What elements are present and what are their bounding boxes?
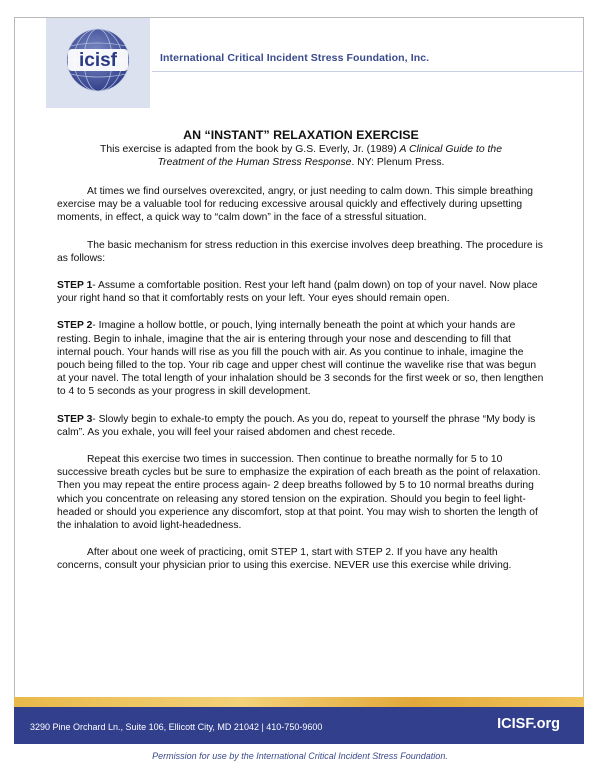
step-3-paragraph — [57, 413, 545, 439]
mechanism-paragraph: The basic mechanism for stress reduction in this exercise involves deep breathing. The procedure is as follows: — [57, 239, 543, 264]
source-citation — [57, 143, 545, 169]
footer-gold-band — [14, 697, 584, 707]
publisher-text: . NY: Plenum Press. — [351, 157, 445, 168]
book-title-part2: Treatment of the Human Stress Response — [157, 157, 352, 168]
document-body — [57, 128, 545, 573]
step-1-text: - Assume a comfortable position. Rest your left hand (palm down) on top of your navel. Now place your right hand so that it comfortably rests on your left. Your eyes should remain open. — [57, 280, 538, 305]
globe-logo-icon — [46, 18, 150, 108]
intro-paragraph: At times we find ourselves overexcited, angry, or just needing to calm down. This simple breathing exercise may be a valuable tool for reducing excessive arousal quickly and effectively during upsetting moments, in effect, a quick way to “calm down” in the face of a stressful situation. — [57, 186, 534, 224]
step-1-paragraph — [57, 279, 545, 305]
step-2-text: - Imagine a hollow bottle, or pouch, lying internally beneath the point at which your hands are resting. Begin to inhale, imagine that the air is entering through your nose and descending to fill that internal pouch. Your hands will rise as you fill the pouch with air. As you continue to inhale, imagine the pouch being filled to the top. Your rib cage and upper chest will continue the wavelike rise that was begun at your navel. The total length of your inhalation should be 3 seconds for the first week or so, then lengthen to 4 to 5 seconds as your progress in skill development. — [57, 320, 544, 398]
header-rule — [152, 71, 584, 72]
footer-address: 3290 Pine Orchard Ln., Suite 106, Ellicott City, MD 21042 | 410-750-9600 — [30, 722, 323, 732]
step-3-text: - Slowly begin to exhale-to empty the pouch. As you do, repeat to yourself the phrase “My body is calm”. As you exhale, you will feel your raised abdomen and chest recede. — [57, 413, 536, 438]
logo-text: icisf — [78, 50, 118, 71]
document-title: AN “INSTANT” RELAXATION EXERCISE — [183, 128, 419, 142]
step-1-label: STEP 1 — [57, 280, 93, 292]
closing-paragraph: After about one week of practicing, omit STEP 1, start with STEP 2. If you have any health concerns, consult your physician prior to using this exercise. NEVER use this exercise while driving. — [57, 547, 512, 572]
book-title-part1: A Clinical Guide to the — [399, 144, 502, 155]
step-2-label: STEP 2 — [57, 320, 93, 332]
permission-note: Permission for use by the International Critical Incident Stress Foundation. — [152, 751, 448, 761]
step-2-paragraph — [57, 319, 545, 398]
step-3-label: STEP 3 — [57, 413, 93, 425]
org-name: International Critical Incident Stress Foundation, Inc. — [160, 52, 430, 64]
footer-website-link[interactable]: ICISF.org — [497, 716, 560, 732]
source-line1-text: This exercise is adapted from the book by G.S. Everly, Jr. (1989) — [100, 144, 400, 155]
logo-tab — [46, 18, 150, 108]
repeat-paragraph: Repeat this exercise two times in succession. Then continue to breathe normally for 5 to 10 successive breath cycles but be sure to emphasize the expiration of each breath as the point of relaxation. Then you may repeat the entire process again- 2 deep breaths followed by 5 to 10 normal breaths during which you concentrate on releasing any stored tension on the expiration. Should you begin to feel light-headed or should you experience any discomfort, stop at that point. You may wish to shorten the length of the inhalation to avoid light-headedness. — [57, 454, 541, 532]
